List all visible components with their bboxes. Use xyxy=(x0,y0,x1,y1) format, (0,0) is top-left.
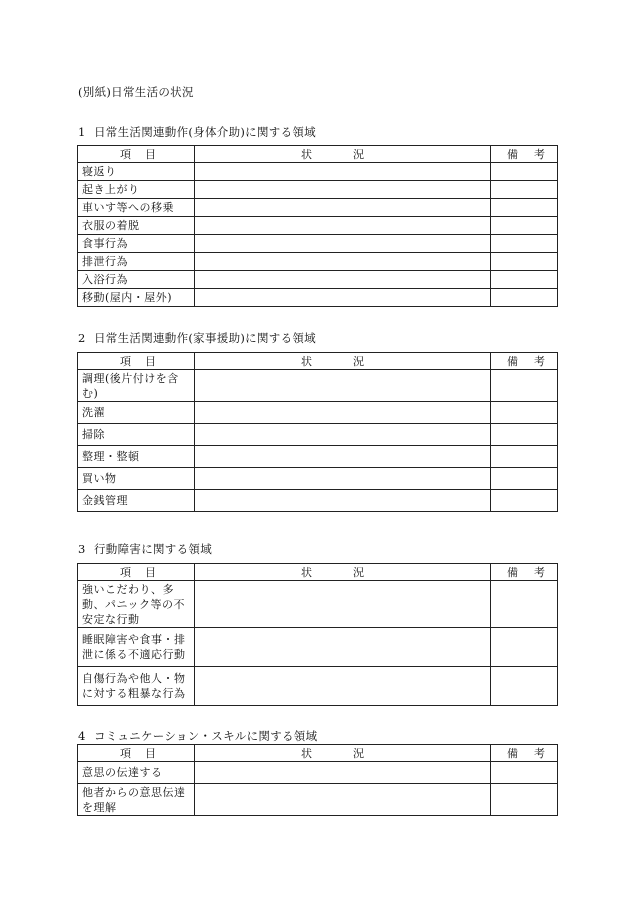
item-label: 他者からの意思伝達を理解 xyxy=(78,784,195,816)
remarks-cell[interactable] xyxy=(491,424,558,446)
status-cell[interactable] xyxy=(195,199,491,217)
section-heading-2 xyxy=(78,330,316,346)
remarks-cell[interactable] xyxy=(491,289,558,307)
header-item: 項 目 xyxy=(78,146,195,163)
table-behavioral-disorder xyxy=(77,563,558,706)
item-label: 睡眠障害や食事・排泄に係る不適応行動 xyxy=(78,628,195,667)
item-label: 起き上がり xyxy=(78,181,195,199)
status-cell[interactable] xyxy=(195,402,491,424)
status-cell[interactable] xyxy=(195,762,491,784)
status-cell[interactable] xyxy=(195,235,491,253)
remarks-cell[interactable] xyxy=(491,762,558,784)
item-label: 移動(屋内・屋外) xyxy=(78,289,195,307)
section-title: 日常生活関連動作(家事援助)に関する領域 xyxy=(94,331,316,345)
item-label: 洗濯 xyxy=(78,402,195,424)
table-row xyxy=(78,370,558,402)
item-label: 整理・整頓 xyxy=(78,446,195,468)
table-row xyxy=(78,402,558,424)
table-row xyxy=(78,235,558,253)
status-cell[interactable] xyxy=(195,289,491,307)
table-household-assistance xyxy=(77,352,558,512)
item-label: 買い物 xyxy=(78,468,195,490)
header-remarks: 備 考 xyxy=(491,745,558,762)
header-remarks: 備 考 xyxy=(491,146,558,163)
table-row xyxy=(78,762,558,784)
table-physical-assistance xyxy=(77,145,558,307)
table-row xyxy=(78,289,558,307)
table-row xyxy=(78,581,558,628)
item-label: 意思の伝達する xyxy=(78,762,195,784)
section-title: コミュニケーション・スキルに関する領域 xyxy=(94,729,318,743)
remarks-cell[interactable] xyxy=(491,581,558,628)
table-header-row xyxy=(78,146,558,163)
item-label: 車いす等への移乗 xyxy=(78,199,195,217)
table-communication-skill xyxy=(77,744,558,816)
table-row xyxy=(78,784,558,816)
table-row xyxy=(78,667,558,706)
table-row xyxy=(78,468,558,490)
remarks-cell[interactable] xyxy=(491,446,558,468)
status-cell[interactable] xyxy=(195,667,491,706)
table-header-row xyxy=(78,745,558,762)
status-cell[interactable] xyxy=(195,271,491,289)
item-label: 衣服の着脱 xyxy=(78,217,195,235)
remarks-cell[interactable] xyxy=(491,217,558,235)
page-title: (別紙)日常生活の状況 xyxy=(78,85,194,99)
remarks-cell[interactable] xyxy=(491,628,558,667)
status-cell[interactable] xyxy=(195,181,491,199)
table-row xyxy=(78,199,558,217)
remarks-cell[interactable] xyxy=(491,235,558,253)
section-number: 3 xyxy=(78,542,86,556)
section-number: 1 xyxy=(78,125,86,139)
header-remarks: 備 考 xyxy=(491,353,558,370)
section-heading-1 xyxy=(78,124,316,140)
table-row xyxy=(78,490,558,512)
table-header-row xyxy=(78,564,558,581)
status-cell[interactable] xyxy=(195,424,491,446)
status-cell[interactable] xyxy=(195,163,491,181)
header-item: 項 目 xyxy=(78,745,195,762)
section-number: 4 xyxy=(78,729,86,743)
status-cell[interactable] xyxy=(195,253,491,271)
header-item: 項 目 xyxy=(78,564,195,581)
remarks-cell[interactable] xyxy=(491,784,558,816)
status-cell[interactable] xyxy=(195,581,491,628)
item-label: 自傷行為や他人・物に対する粗暴な行為 xyxy=(78,667,195,706)
remarks-cell[interactable] xyxy=(491,402,558,424)
item-label: 金銭管理 xyxy=(78,490,195,512)
header-status: 状 況 xyxy=(195,745,491,762)
table-row xyxy=(78,181,558,199)
header-item: 項 目 xyxy=(78,353,195,370)
table-row xyxy=(78,271,558,289)
remarks-cell[interactable] xyxy=(491,667,558,706)
remarks-cell[interactable] xyxy=(491,253,558,271)
status-cell[interactable] xyxy=(195,468,491,490)
table-row xyxy=(78,628,558,667)
item-label: 調理(後片付けを含む) xyxy=(78,370,195,402)
remarks-cell[interactable] xyxy=(491,271,558,289)
remarks-cell[interactable] xyxy=(491,468,558,490)
status-cell[interactable] xyxy=(195,490,491,512)
item-label: 入浴行為 xyxy=(78,271,195,289)
header-status: 状 況 xyxy=(195,564,491,581)
status-cell[interactable] xyxy=(195,628,491,667)
item-label: 寝返り xyxy=(78,163,195,181)
header-remarks: 備 考 xyxy=(491,564,558,581)
status-cell[interactable] xyxy=(195,784,491,816)
item-label: 排泄行為 xyxy=(78,253,195,271)
status-cell[interactable] xyxy=(195,446,491,468)
header-status: 状 況 xyxy=(195,146,491,163)
remarks-cell[interactable] xyxy=(491,181,558,199)
remarks-cell[interactable] xyxy=(491,199,558,217)
section-number: 2 xyxy=(78,331,86,345)
section-title: 行動障害に関する領域 xyxy=(94,542,212,556)
status-cell[interactable] xyxy=(195,217,491,235)
table-row xyxy=(78,253,558,271)
section-heading-4 xyxy=(78,728,317,744)
item-label: 掃除 xyxy=(78,424,195,446)
status-cell[interactable] xyxy=(195,370,491,402)
header-status: 状 況 xyxy=(195,353,491,370)
table-row xyxy=(78,424,558,446)
table-header-row xyxy=(78,353,558,370)
remarks-cell[interactable] xyxy=(491,163,558,181)
table-row xyxy=(78,217,558,235)
remarks-cell[interactable] xyxy=(491,490,558,512)
table-row xyxy=(78,446,558,468)
item-label: 強いこだわり、多動、パニック等の不安定な行動 xyxy=(78,581,195,628)
section-heading-3 xyxy=(78,541,212,557)
item-label: 食事行為 xyxy=(78,235,195,253)
table-row xyxy=(78,163,558,181)
remarks-cell[interactable] xyxy=(491,370,558,402)
section-title: 日常生活関連動作(身体介助)に関する領域 xyxy=(94,125,316,139)
